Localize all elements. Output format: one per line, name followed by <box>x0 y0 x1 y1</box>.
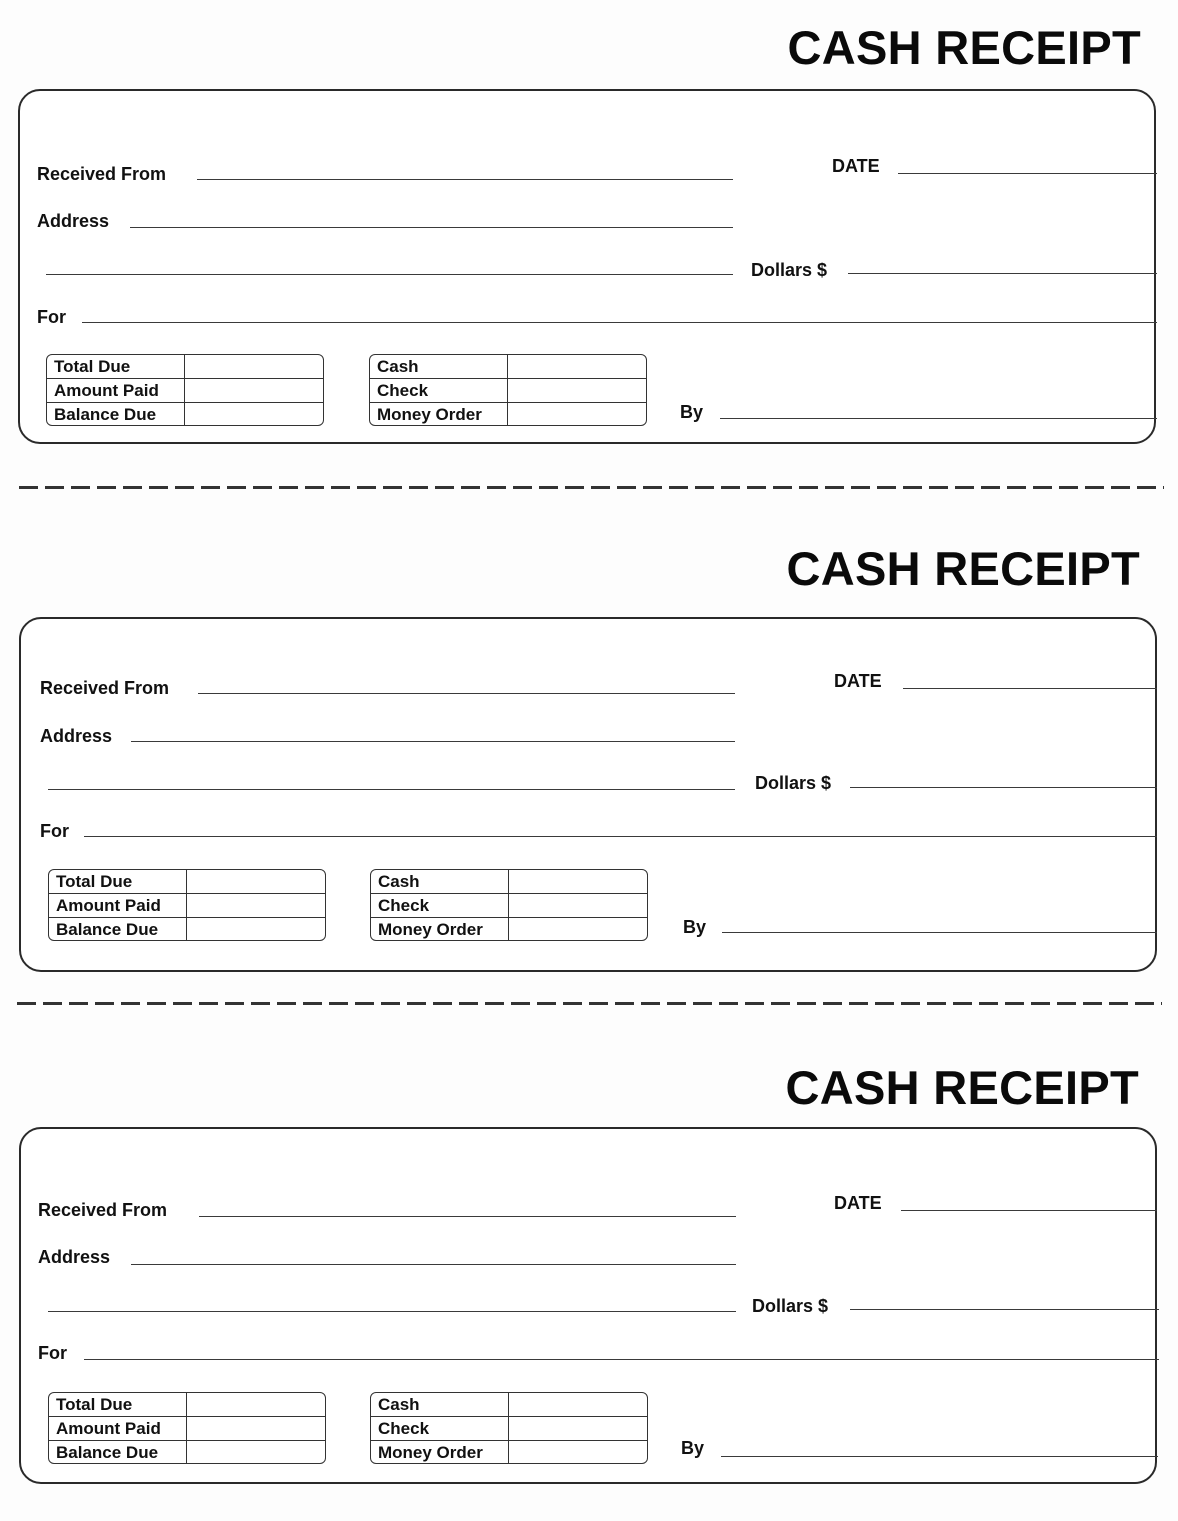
total-due-label: Total Due <box>47 355 185 378</box>
money-order-label: Money Order <box>371 918 509 941</box>
total-due-row <box>49 870 325 894</box>
dollars-label: Dollars $ <box>755 773 832 793</box>
by-input[interactable] <box>720 395 1157 417</box>
amount-paid-row <box>47 379 323 403</box>
money-order-label: Money Order <box>371 1441 509 1464</box>
cash-input[interactable] <box>509 1393 647 1416</box>
amount-paid-row <box>49 1417 325 1441</box>
amount-paid-label: Amount Paid <box>47 379 185 402</box>
cash-row <box>370 355 646 379</box>
balance-due-label: Balance Due <box>49 1441 187 1464</box>
money-order-row <box>370 403 646 426</box>
cut-here-dashed-line <box>19 486 1164 489</box>
receipt-title: CASH RECEIPT <box>785 1061 1139 1114</box>
amount-paid-input[interactable] <box>185 379 323 402</box>
balance-due-row <box>47 403 323 426</box>
received-from-line <box>197 179 733 180</box>
by-line <box>722 932 1157 933</box>
check-input[interactable] <box>509 1417 647 1440</box>
received-from-line <box>198 693 735 694</box>
payment-method-table <box>370 869 648 941</box>
by-label: By <box>681 1438 705 1458</box>
total-due-label: Total Due <box>49 1393 187 1416</box>
balance-due-label: Balance Due <box>49 918 187 941</box>
received-from-input[interactable] <box>198 670 735 692</box>
for-label: For <box>37 307 66 327</box>
check-input[interactable] <box>508 379 646 402</box>
amount-paid-label: Amount Paid <box>49 894 187 917</box>
check-row <box>371 894 647 918</box>
amount-paid-input[interactable] <box>187 894 325 917</box>
cash-label: Cash <box>371 1393 509 1416</box>
date-label: DATE <box>834 1193 882 1213</box>
by-label: By <box>683 917 707 937</box>
address-line <box>131 741 735 742</box>
cut-here-dashed-line <box>17 1002 1162 1005</box>
received-from-input[interactable] <box>199 1193 736 1215</box>
dollars-label: Dollars $ <box>752 1296 829 1316</box>
received-from-line <box>199 1216 736 1217</box>
receipt-title: CASH RECEIPT <box>787 21 1141 74</box>
total-due-input[interactable] <box>187 870 325 893</box>
date-input[interactable] <box>901 1187 1157 1209</box>
balance-due-input[interactable] <box>187 1441 325 1464</box>
totals-table <box>48 869 326 941</box>
by-input[interactable] <box>721 1433 1158 1455</box>
cash-label: Cash <box>371 870 509 893</box>
address-line-2 <box>46 274 733 275</box>
address-line <box>130 227 733 228</box>
dollars-input[interactable] <box>848 250 1157 272</box>
cash-label: Cash <box>370 355 508 378</box>
date-label: DATE <box>832 156 880 176</box>
dollars-line <box>850 787 1157 788</box>
balance-due-row <box>49 1441 325 1464</box>
money-order-label: Money Order <box>370 403 508 426</box>
for-line <box>84 836 1157 837</box>
received-from-label: Received From <box>38 1200 168 1220</box>
received-from-label: Received From <box>37 164 167 184</box>
balance-due-label: Balance Due <box>47 403 185 426</box>
cash-input[interactable] <box>508 355 646 378</box>
total-due-row <box>49 1393 325 1417</box>
money-order-row <box>371 918 647 941</box>
address-line-2-input[interactable] <box>46 251 733 273</box>
payment-method-table <box>370 1392 648 1464</box>
amount-paid-input[interactable] <box>187 1417 325 1440</box>
dollars-input[interactable] <box>850 1286 1159 1308</box>
for-label: For <box>38 1343 67 1363</box>
by-label: By <box>680 402 704 422</box>
money-order-row <box>371 1441 647 1464</box>
by-line <box>721 1456 1158 1457</box>
dollars-input[interactable] <box>850 764 1157 786</box>
by-input[interactable] <box>722 909 1157 931</box>
balance-due-input[interactable] <box>185 403 323 426</box>
check-label: Check <box>371 1417 509 1440</box>
dollars-label: Dollars $ <box>751 260 828 280</box>
total-due-label: Total Due <box>49 870 187 893</box>
address-line <box>131 1264 736 1265</box>
address-line-2 <box>48 1311 736 1312</box>
date-line <box>898 173 1157 174</box>
check-row <box>371 1417 647 1441</box>
money-order-input[interactable] <box>509 1441 647 1464</box>
money-order-input[interactable] <box>508 403 646 426</box>
for-input[interactable] <box>84 1336 1159 1358</box>
address-input[interactable] <box>131 1241 736 1263</box>
totals-table <box>48 1392 326 1464</box>
date-line <box>901 1210 1157 1211</box>
check-label: Check <box>370 379 508 402</box>
cash-row <box>371 1393 647 1417</box>
address-label: Address <box>40 726 113 746</box>
by-line <box>720 418 1157 419</box>
totals-table <box>46 354 324 426</box>
total-due-input[interactable] <box>187 1393 325 1416</box>
money-order-input[interactable] <box>509 918 647 941</box>
check-label: Check <box>371 894 509 917</box>
address-line-2 <box>48 789 735 790</box>
balance-due-input[interactable] <box>187 918 325 941</box>
received-from-label: Received From <box>40 678 170 698</box>
check-row <box>370 379 646 403</box>
address-line-2-input[interactable] <box>48 1288 736 1310</box>
amount-paid-label: Amount Paid <box>49 1417 187 1440</box>
date-input[interactable] <box>898 150 1157 172</box>
check-input[interactable] <box>509 894 647 917</box>
date-label: DATE <box>834 671 882 691</box>
amount-paid-row <box>49 894 325 918</box>
address-label: Address <box>38 1247 111 1267</box>
cash-row <box>371 870 647 894</box>
address-input[interactable] <box>131 718 735 740</box>
for-input[interactable] <box>82 299 1157 321</box>
address-input[interactable] <box>130 204 733 226</box>
total-due-row <box>47 355 323 379</box>
payment-method-table <box>369 354 647 426</box>
total-due-input[interactable] <box>185 355 323 378</box>
balance-due-row <box>49 918 325 941</box>
for-label: For <box>40 821 69 841</box>
dollars-line <box>850 1309 1159 1310</box>
address-label: Address <box>37 211 110 231</box>
received-from-input[interactable] <box>197 156 733 178</box>
cash-input[interactable] <box>509 870 647 893</box>
date-line <box>903 688 1157 689</box>
for-line <box>84 1359 1159 1360</box>
receipt-title: CASH RECEIPT <box>786 542 1140 595</box>
dollars-line <box>848 273 1157 274</box>
date-input[interactable] <box>903 665 1157 687</box>
for-line <box>82 322 1157 323</box>
for-input[interactable] <box>84 813 1157 835</box>
address-line-2-input[interactable] <box>48 766 735 788</box>
